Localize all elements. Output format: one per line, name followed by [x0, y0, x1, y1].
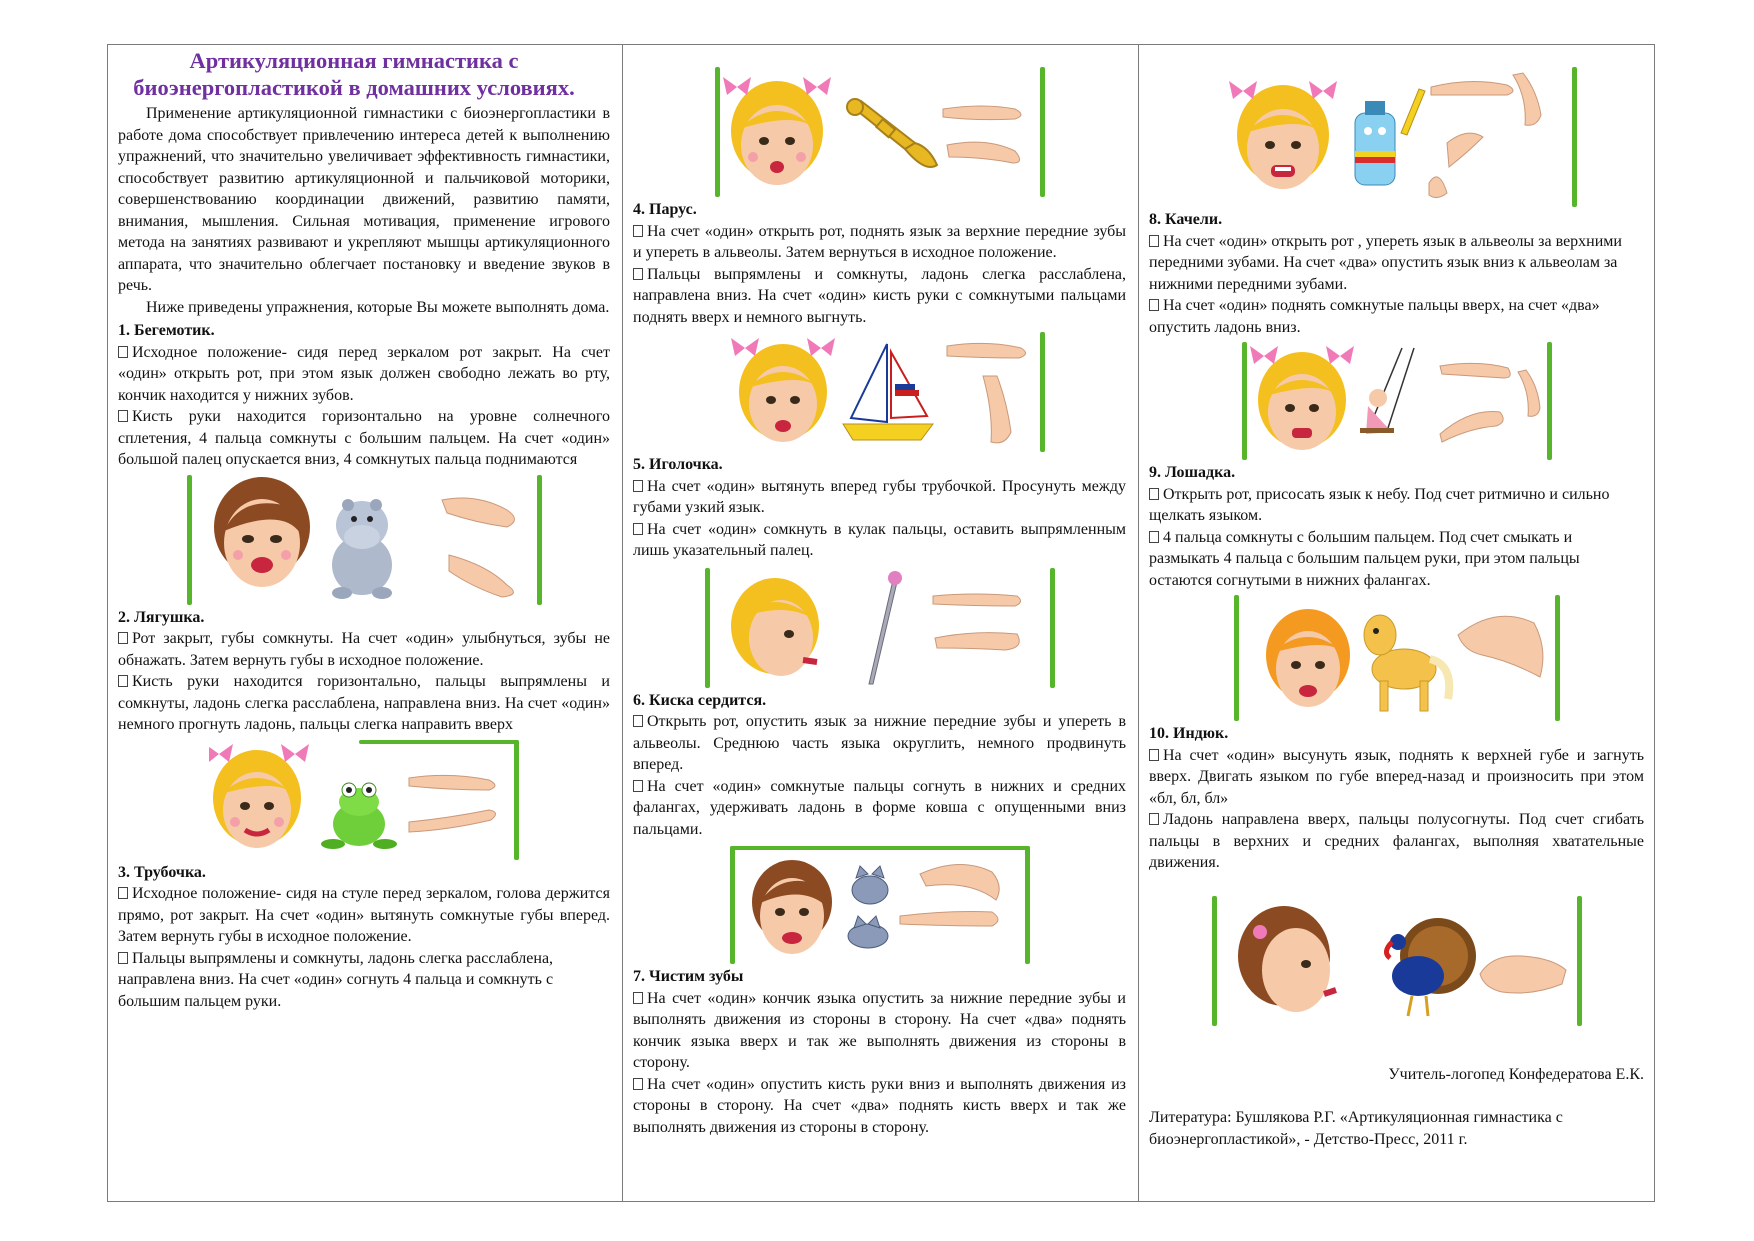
hand-icon — [730, 846, 1030, 964]
bullet-box-icon — [633, 715, 643, 727]
horse-strip — [1234, 595, 1560, 721]
exercise-title: 9. Лошадка. — [1149, 464, 1236, 481]
literature-reference: Литература: Бушлякова Р.Г. «Артикуляционная гимнастика с биоэнергопластикой», - Детство-Пресс, 2011 г. — [1149, 1109, 1563, 1148]
exercise-hand-text: 4 пальца сомкнуты с большим пальцем. Под счет смыкать и размыкать 4 пальца с большим пальцем руки, при этом пальцы остаются согнутыми в нижних фалангах. — [1149, 528, 1580, 589]
page-title: Артикуляционная гимнастика с биоэнергопластикой в домашних условиях. — [133, 48, 575, 100]
bullet-box-icon — [633, 523, 643, 535]
bullet-box-icon — [118, 887, 128, 899]
hand-icon — [715, 332, 1045, 452]
hand-icon — [1234, 595, 1560, 721]
exercise-tongue-text: Исходное положение- сидя на стуле перед зеркалом, голова держится прямо, рот закрыт. На счет «один» вытянуть сомкнутые губы вперед. Затем вернуть губы в исходное положение. — [118, 885, 610, 945]
bullet-box-icon — [118, 952, 128, 964]
bullet-box-icon — [633, 268, 643, 280]
exercise-tongue-text: На счет «один» открыть рот, поднять язык за верхние передние зубы и упереть в альвеолы. Затем вернуться в исходное положение. — [633, 222, 1126, 261]
exercise-title: 8. Качели. — [1149, 211, 1223, 228]
bullet-box-icon — [1149, 813, 1159, 825]
turkey-strip — [1212, 896, 1582, 1026]
exercise-hand-text: На счет «один» сомкнуть в кулак пальцы, оставить выпрямленным лишь указательный палец. — [633, 520, 1126, 559]
exercise-title: 6. Киска сердится. — [633, 691, 767, 709]
exercise-tongue-text: Открыть рот, опустить язык за нижние передние зубы и упереть в альвеолы. Среднюю часть языка округлить, немного продвинуть вперед. — [633, 713, 1126, 773]
bullet-box-icon — [1149, 235, 1159, 247]
bullet-box-icon — [633, 480, 643, 492]
hand-icon — [1242, 342, 1552, 460]
bullet-box-icon — [118, 632, 128, 644]
cat-strip — [730, 846, 1030, 964]
exercise-hand-text: Пальцы выпрямлены и сомкнуты, ладонь слегка расслаблена, направлена вниз. На счет «один» кисть руки с сомкнутыми пальцами поднять вверх и немного выгнуть. — [633, 265, 1126, 326]
exercise-tongue-text: На счет «один» вытянуть вперед губы трубочкой. Просунуть между губами узкий язык. — [633, 477, 1126, 516]
exercise-title: 4. Парус. — [633, 201, 697, 218]
hand-icon — [705, 568, 1055, 688]
bullet-box-icon — [118, 346, 128, 358]
hand-icon — [187, 475, 542, 605]
bullet-box-icon — [118, 410, 128, 422]
exercise-hand-text: На счет «один» поднять сомкнутые пальцы вверх, на счет «два» опустить ладонь вниз. — [1149, 297, 1600, 336]
bullet-box-icon — [633, 225, 643, 237]
exercise-hand-text: На счет «один» сомкнутые пальцы согнуть в нижних и средних фалангах, удерживать ладонь в форме ковша с опущенными вниз пальцами. — [633, 777, 1126, 838]
exercise-hand-text: Кисть руки находится горизонтально на уровне солнечного сплетения, 4 пальца сомкнуты с большим пальцем. На счет «один» большой палец опускается вниз, 4 сомкнутых пальца поднимаются — [118, 408, 610, 468]
column-2 — [623, 45, 1139, 1201]
author-signature: Учитель-логопед Конфедератова Е.К. — [1388, 1065, 1644, 1083]
exercise-tongue-text: Исходное положение- сидя перед зеркалом рот закрыт. На счет «один» открыть рот, при этом язык должен свободно лежать во рту, кончик находится у нижних зубов. — [118, 343, 610, 404]
exercise-tongue-text: На счет «один» кончик языка опустить за нижние передние зубы и выполнять движения из стороны в сторону. На счет «два» поднять кончик языка вверх и так же выполнять движения из стороны в сторону. — [633, 989, 1126, 1071]
exercise-tongue-text: Рот закрыт, губы сомкнуты. На счет «один» улыбнуться, зубы не обнажать. Затем вернуть губы в исходное положение. — [118, 630, 610, 669]
exercise-title: 3. Трубочка. — [118, 863, 206, 881]
exercise-title: 10. Индюк. — [1149, 725, 1229, 742]
exercise-title: 2. Лягушка. — [118, 608, 205, 626]
hippo-strip — [187, 475, 542, 605]
intro-paragraph-2: Ниже приведены упражнения, которые Вы можете выполнять дома. — [146, 298, 610, 316]
exercise-hand-text: Пальцы выпрямлены и сомкнуты, ладонь слегка расслаблена, направлена вниз. На счет «один» согнуть 4 пальца и сомкнуть с большим пальцем руки. — [118, 949, 554, 1010]
bullet-box-icon — [1149, 488, 1159, 500]
bullet-box-icon — [633, 1078, 643, 1090]
bullet-box-icon — [633, 992, 643, 1004]
exercise-tongue-text: На счет «один» открыть рот , упереть язык в альвеолы за верхними передними зубами. На счет «два» опустить язык вниз к альвеолам за нижними передними зубами. — [1149, 232, 1622, 293]
column-1 — [108, 45, 623, 1201]
exercise-tongue-text: На счет «один» высунуть язык, поднять к верхней губе и загнуть вверх. Двигать языком по губе вперед-назад и произносить при этом «бл, бл, бл» — [1149, 746, 1644, 807]
column-3 — [1139, 45, 1656, 1201]
exercise-title: 5. Иголочка. — [633, 456, 723, 473]
frog-strip — [209, 740, 519, 860]
boat-strip — [715, 332, 1045, 452]
bullet-box-icon — [1149, 531, 1159, 543]
exercise-title: 1. Бегемотик. — [118, 322, 215, 339]
swing-strip — [1242, 342, 1552, 460]
exercise-hand-text: На счет «один» опустить кисть руки вниз и выполнять движения из стороны в сторону. На счет «два» поднять кисть вверх и так же выполнять движения из стороны в сторону. — [633, 1075, 1126, 1136]
exercise-tongue-text: Открыть рот, присосать язык к небу. Под счет ритмично и сильно щелкать языком. — [1149, 485, 1610, 524]
page-frame — [107, 44, 1655, 1202]
exercise-hand-text: Кисть руки находится горизонтально, пальцы выпрямлены и сомкнуты, ладонь слегка расслаблена, направлена вниз. На счет «один» немного прогнуть ладонь, пальцы слегка направить вверх — [118, 673, 610, 733]
intro-paragraph: Применение артикуляционной гимнастики с биоэнергопластики в работе дома способствует привлечению интереса детей к выполнению упражнений, что значительно увеличивает эффективность гимнастики, способствует развитию артикуляционной и пальчиковой моторики, совершенствованию координации движений, развитию памяти, внимания, мышления. Сильная мотивация, применение игрового метода на занятиях развивают и укрепляют мышцы артикуляционного аппарата, что значительно облегчает постановку и введение звуков в речь. — [118, 105, 610, 294]
bullet-box-icon — [118, 675, 128, 687]
hand-icon — [209, 740, 519, 860]
toothpaste-strip — [1217, 67, 1577, 207]
needle-strip — [705, 568, 1055, 688]
hand-icon — [715, 67, 1045, 197]
bullet-box-icon — [633, 780, 643, 792]
exercise-title: 7. Чистим зубы — [633, 968, 744, 985]
trumpet-strip — [715, 67, 1045, 197]
hand-icon — [1217, 67, 1577, 207]
bullet-box-icon — [1149, 299, 1159, 311]
bullet-box-icon — [1149, 749, 1159, 761]
hand-icon — [1212, 896, 1582, 1026]
exercise-hand-text: Ладонь направлена вверх, пальцы полусогнуты. Под счет сгибать пальцы в верхних и средних фалангах, выполняя хватательные движения. — [1149, 811, 1644, 871]
